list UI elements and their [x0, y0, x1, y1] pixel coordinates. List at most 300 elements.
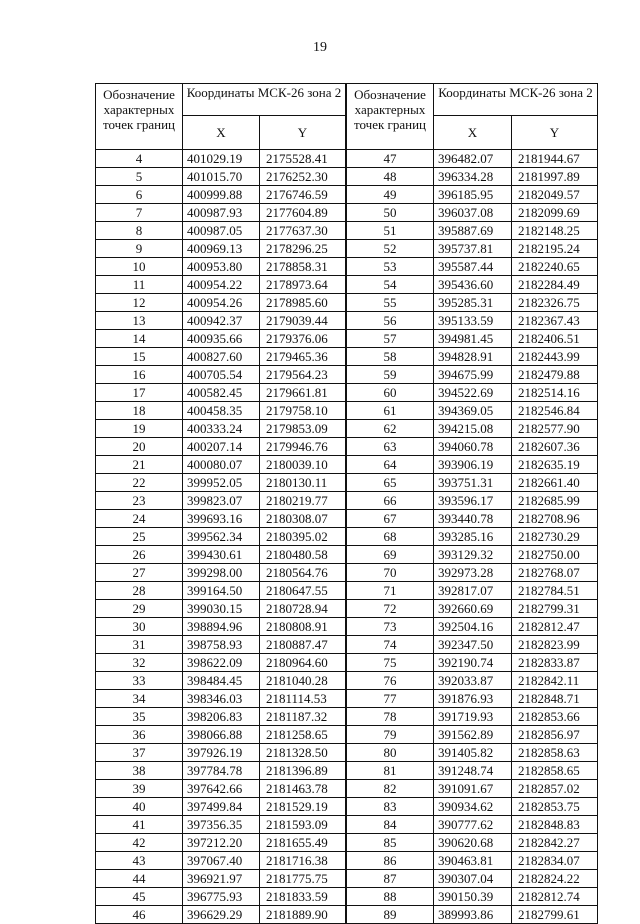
x-coordinate-cell: 389993.86: [434, 906, 512, 924]
x-coordinate-cell: 398758.93: [183, 636, 260, 654]
y-column-header: Y: [512, 116, 598, 150]
x-coordinate-cell: 391719.93: [434, 708, 512, 726]
y-coordinate-cell: 2181114.53: [260, 690, 346, 708]
table-row: [96, 582, 346, 600]
table-row: [96, 600, 346, 618]
y-coordinate-cell: 2178858.31: [260, 258, 346, 276]
point-number-cell: 41: [96, 816, 183, 834]
point-number-cell: 43: [96, 852, 183, 870]
point-number-cell: 11: [96, 276, 183, 294]
table-row: [96, 870, 346, 888]
x-coordinate-cell: 390620.68: [434, 834, 512, 852]
point-number-cell: 51: [347, 222, 434, 240]
x-coordinate-cell: 398346.03: [183, 690, 260, 708]
y-coordinate-cell: 2182856.97: [512, 726, 598, 744]
x-coordinate-cell: 391091.67: [434, 780, 512, 798]
table-row: [347, 618, 598, 636]
point-number-cell: 31: [96, 636, 183, 654]
x-coordinate-cell: 400207.14: [183, 438, 260, 456]
table-row: [96, 222, 346, 240]
table-row: [347, 528, 598, 546]
table-row: [347, 564, 598, 582]
table-row: [96, 546, 346, 564]
y-coordinate-cell: 2182479.88: [512, 366, 598, 384]
table-row: [347, 726, 598, 744]
x-coordinate-cell: 398206.83: [183, 708, 260, 726]
x-coordinate-cell: 395133.59: [434, 312, 512, 330]
y-coordinate-cell: 2181396.89: [260, 762, 346, 780]
y-coordinate-cell: 2182812.47: [512, 618, 598, 636]
table-row: [347, 240, 598, 258]
x-coordinate-cell: 398894.96: [183, 618, 260, 636]
table-row: [347, 834, 598, 852]
table-row: [347, 438, 598, 456]
table-row: [96, 654, 346, 672]
y-coordinate-cell: 2179946.76: [260, 438, 346, 456]
y-coordinate-cell: 2180808.91: [260, 618, 346, 636]
y-coordinate-cell: 2182049.57: [512, 186, 598, 204]
x-coordinate-cell: 399952.05: [183, 474, 260, 492]
point-number-cell: 55: [347, 294, 434, 312]
point-designation-header: Обозначение характерных точек границ: [96, 84, 183, 150]
y-coordinate-cell: 2179758.10: [260, 402, 346, 420]
point-number-cell: 6: [96, 186, 183, 204]
point-number-cell: 26: [96, 546, 183, 564]
y-coordinate-cell: 2182546.84: [512, 402, 598, 420]
table-row: [347, 474, 598, 492]
x-coordinate-cell: 392190.74: [434, 654, 512, 672]
x-coordinate-cell: 394675.99: [434, 366, 512, 384]
table-row: [347, 654, 598, 672]
point-number-cell: 53: [347, 258, 434, 276]
y-coordinate-cell: 2177637.30: [260, 222, 346, 240]
table-row: [347, 546, 598, 564]
point-number-cell: 42: [96, 834, 183, 852]
y-coordinate-cell: 2182768.07: [512, 564, 598, 582]
table-row: [96, 564, 346, 582]
table-row: [347, 204, 598, 222]
point-number-cell: 49: [347, 186, 434, 204]
y-coordinate-cell: 2182784.51: [512, 582, 598, 600]
table-row: [347, 420, 598, 438]
point-number-cell: 77: [347, 690, 434, 708]
y-coordinate-cell: 2180964.60: [260, 654, 346, 672]
point-number-cell: 14: [96, 330, 183, 348]
point-number-cell: 89: [347, 906, 434, 924]
point-number-cell: 5: [96, 168, 183, 186]
point-number-cell: 82: [347, 780, 434, 798]
x-coordinate-cell: 399693.16: [183, 510, 260, 528]
table-row: [96, 672, 346, 690]
y-coordinate-cell: 2176252.30: [260, 168, 346, 186]
point-number-cell: 69: [347, 546, 434, 564]
coordinate-system-header: Координаты МСК-26 зона 2: [434, 84, 598, 116]
x-coordinate-cell: 400954.22: [183, 276, 260, 294]
x-coordinate-cell: 393440.78: [434, 510, 512, 528]
y-coordinate-cell: 2182853.66: [512, 708, 598, 726]
table-row: [347, 690, 598, 708]
x-coordinate-cell: 397212.20: [183, 834, 260, 852]
y-coordinate-cell: 2182853.75: [512, 798, 598, 816]
point-number-cell: 79: [347, 726, 434, 744]
point-number-cell: 84: [347, 816, 434, 834]
point-number-cell: 17: [96, 384, 183, 402]
y-coordinate-cell: 2179039.44: [260, 312, 346, 330]
table-row: [96, 816, 346, 834]
x-coordinate-cell: 399030.15: [183, 600, 260, 618]
y-coordinate-cell: 2182284.49: [512, 276, 598, 294]
y-coordinate-cell: 2182750.00: [512, 546, 598, 564]
x-coordinate-cell: 400953.80: [183, 258, 260, 276]
y-coordinate-cell: 2182842.11: [512, 672, 598, 690]
table-row: [96, 366, 346, 384]
point-number-cell: 59: [347, 366, 434, 384]
y-coordinate-cell: 2182367.43: [512, 312, 598, 330]
y-coordinate-cell: 2175528.41: [260, 150, 346, 168]
x-coordinate-cell: 396482.07: [434, 150, 512, 168]
table-row: [96, 186, 346, 204]
table-row: [347, 348, 598, 366]
table-row: [347, 798, 598, 816]
x-coordinate-cell: 390150.39: [434, 888, 512, 906]
point-number-cell: 87: [347, 870, 434, 888]
y-coordinate-cell: 2182857.02: [512, 780, 598, 798]
table-row: [96, 708, 346, 726]
x-coordinate-cell: 400935.66: [183, 330, 260, 348]
point-number-cell: 9: [96, 240, 183, 258]
y-coordinate-cell: 2182730.29: [512, 528, 598, 546]
point-number-cell: 71: [347, 582, 434, 600]
table-row: [347, 762, 598, 780]
table-row: [347, 870, 598, 888]
point-number-cell: 12: [96, 294, 183, 312]
y-coordinate-cell: 2179376.06: [260, 330, 346, 348]
x-coordinate-cell: 400969.13: [183, 240, 260, 258]
y-coordinate-cell: 2182406.51: [512, 330, 598, 348]
x-coordinate-cell: 400333.24: [183, 420, 260, 438]
x-coordinate-cell: 391248.74: [434, 762, 512, 780]
x-coordinate-cell: 396037.08: [434, 204, 512, 222]
table-row: [347, 780, 598, 798]
x-coordinate-cell: 396185.95: [434, 186, 512, 204]
table-row: [96, 384, 346, 402]
point-number-cell: 39: [96, 780, 183, 798]
point-number-cell: 22: [96, 474, 183, 492]
point-number-cell: 46: [96, 906, 183, 924]
point-number-cell: 50: [347, 204, 434, 222]
point-number-cell: 68: [347, 528, 434, 546]
point-number-cell: 20: [96, 438, 183, 456]
coordinates-table-right: [346, 83, 598, 924]
table-row: [96, 348, 346, 366]
x-coordinate-cell: 401029.19: [183, 150, 260, 168]
point-number-cell: 74: [347, 636, 434, 654]
x-coordinate-cell: 400954.26: [183, 294, 260, 312]
point-number-cell: 8: [96, 222, 183, 240]
x-coordinate-cell: 390307.04: [434, 870, 512, 888]
x-coordinate-cell: 392660.69: [434, 600, 512, 618]
point-number-cell: 83: [347, 798, 434, 816]
point-number-cell: 16: [96, 366, 183, 384]
x-coordinate-cell: 392817.07: [434, 582, 512, 600]
y-coordinate-cell: 2181716.38: [260, 852, 346, 870]
x-coordinate-cell: 390777.62: [434, 816, 512, 834]
x-coordinate-cell: 394828.91: [434, 348, 512, 366]
x-coordinate-cell: 391562.89: [434, 726, 512, 744]
point-number-cell: 63: [347, 438, 434, 456]
x-coordinate-cell: 396921.97: [183, 870, 260, 888]
x-coordinate-cell: 393285.16: [434, 528, 512, 546]
table-row: [347, 672, 598, 690]
page-number: 19: [313, 40, 327, 55]
table-row: [347, 168, 598, 186]
point-number-cell: 52: [347, 240, 434, 258]
point-number-cell: 15: [96, 348, 183, 366]
point-number-cell: 81: [347, 762, 434, 780]
y-coordinate-cell: 2182858.65: [512, 762, 598, 780]
point-number-cell: 30: [96, 618, 183, 636]
y-coordinate-cell: 2182834.07: [512, 852, 598, 870]
x-coordinate-cell: 400987.05: [183, 222, 260, 240]
table-row: [347, 636, 598, 654]
point-number-cell: 34: [96, 690, 183, 708]
left-table-body: [96, 150, 346, 924]
x-coordinate-cell: 391876.93: [434, 690, 512, 708]
x-coordinate-cell: 391405.82: [434, 744, 512, 762]
point-number-cell: 38: [96, 762, 183, 780]
y-coordinate-cell: 2182443.99: [512, 348, 598, 366]
y-coordinate-cell: 2179564.23: [260, 366, 346, 384]
x-coordinate-cell: 398622.09: [183, 654, 260, 672]
point-number-cell: 85: [347, 834, 434, 852]
table-row: [96, 906, 346, 924]
table-row: [96, 798, 346, 816]
point-number-cell: 76: [347, 672, 434, 690]
x-coordinate-cell: 399298.00: [183, 564, 260, 582]
table-row: [347, 312, 598, 330]
x-coordinate-cell: 400827.60: [183, 348, 260, 366]
y-coordinate-cell: 2181529.19: [260, 798, 346, 816]
x-coordinate-cell: 394215.08: [434, 420, 512, 438]
point-number-cell: 75: [347, 654, 434, 672]
point-number-cell: 57: [347, 330, 434, 348]
point-number-cell: 48: [347, 168, 434, 186]
x-coordinate-cell: 398484.45: [183, 672, 260, 690]
y-coordinate-cell: 2182848.71: [512, 690, 598, 708]
x-coordinate-cell: 400942.37: [183, 312, 260, 330]
table-row: [347, 402, 598, 420]
table-row: [96, 420, 346, 438]
y-coordinate-cell: 2178296.25: [260, 240, 346, 258]
table-row: [96, 276, 346, 294]
y-coordinate-cell: 2182635.19: [512, 456, 598, 474]
coordinate-system-header: Координаты МСК-26 зона 2: [183, 84, 346, 116]
point-number-cell: 40: [96, 798, 183, 816]
point-number-cell: 65: [347, 474, 434, 492]
y-coordinate-cell: 2180219.77: [260, 492, 346, 510]
table-row: [347, 258, 598, 276]
y-coordinate-cell: 2182661.40: [512, 474, 598, 492]
table-row: [347, 456, 598, 474]
table-row: [347, 222, 598, 240]
table-row: [347, 294, 598, 312]
y-coordinate-cell: 2182858.63: [512, 744, 598, 762]
point-number-cell: 33: [96, 672, 183, 690]
x-coordinate-cell: 392504.16: [434, 618, 512, 636]
table-row: [96, 528, 346, 546]
point-number-cell: 86: [347, 852, 434, 870]
point-number-cell: 61: [347, 402, 434, 420]
x-coordinate-cell: 393906.19: [434, 456, 512, 474]
x-coordinate-cell: 399823.07: [183, 492, 260, 510]
x-coordinate-cell: 397926.19: [183, 744, 260, 762]
y-coordinate-cell: 2182708.96: [512, 510, 598, 528]
y-coordinate-cell: 2181040.28: [260, 672, 346, 690]
y-coordinate-cell: 2181463.78: [260, 780, 346, 798]
x-coordinate-cell: 394060.78: [434, 438, 512, 456]
x-coordinate-cell: 395587.44: [434, 258, 512, 276]
y-coordinate-cell: 2181328.50: [260, 744, 346, 762]
table-row: [347, 384, 598, 402]
x-coordinate-cell: 400080.07: [183, 456, 260, 474]
point-number-cell: 4: [96, 150, 183, 168]
table-row: [96, 690, 346, 708]
y-coordinate-cell: 2182240.65: [512, 258, 598, 276]
point-number-cell: 32: [96, 654, 183, 672]
point-number-cell: 23: [96, 492, 183, 510]
table-row: [347, 150, 598, 168]
y-coordinate-cell: 2180130.11: [260, 474, 346, 492]
point-number-cell: 37: [96, 744, 183, 762]
x-coordinate-cell: 395737.81: [434, 240, 512, 258]
point-number-cell: 88: [347, 888, 434, 906]
table-row: [96, 492, 346, 510]
x-coordinate-cell: 393129.32: [434, 546, 512, 564]
point-number-cell: 64: [347, 456, 434, 474]
right-table-body: [347, 150, 598, 924]
table-row: [96, 474, 346, 492]
y-coordinate-cell: 2180039.10: [260, 456, 346, 474]
x-coordinate-cell: 397499.84: [183, 798, 260, 816]
point-designation-header: Обозначение характерных точек границ: [347, 84, 434, 150]
y-coordinate-cell: 2182685.99: [512, 492, 598, 510]
y-coordinate-cell: 2182099.69: [512, 204, 598, 222]
table-row: [96, 438, 346, 456]
y-coordinate-cell: 2180308.07: [260, 510, 346, 528]
x-coordinate-cell: 400582.45: [183, 384, 260, 402]
y-coordinate-cell: 2181833.59: [260, 888, 346, 906]
table-row: [347, 510, 598, 528]
table-row: [347, 816, 598, 834]
y-coordinate-cell: 2179853.09: [260, 420, 346, 438]
table-row: [347, 582, 598, 600]
table-row: [96, 888, 346, 906]
x-coordinate-cell: 395285.31: [434, 294, 512, 312]
x-coordinate-cell: 394369.05: [434, 402, 512, 420]
x-coordinate-cell: 395436.60: [434, 276, 512, 294]
x-coordinate-cell: 390934.62: [434, 798, 512, 816]
table-row: [347, 600, 598, 618]
point-number-cell: 70: [347, 564, 434, 582]
table-row: [96, 726, 346, 744]
point-number-cell: 72: [347, 600, 434, 618]
table-row: [347, 276, 598, 294]
x-coordinate-cell: 399164.50: [183, 582, 260, 600]
point-number-cell: 67: [347, 510, 434, 528]
x-coordinate-cell: 390463.81: [434, 852, 512, 870]
point-number-cell: 62: [347, 420, 434, 438]
table-row: [347, 186, 598, 204]
point-number-cell: 36: [96, 726, 183, 744]
y-coordinate-cell: 2177604.89: [260, 204, 346, 222]
x-coordinate-cell: 392347.50: [434, 636, 512, 654]
table-row: [347, 906, 598, 924]
y-coordinate-cell: 2180647.55: [260, 582, 346, 600]
table-row: [96, 456, 346, 474]
x-coordinate-cell: 400705.54: [183, 366, 260, 384]
x-coordinate-cell: 392973.28: [434, 564, 512, 582]
point-number-cell: 19: [96, 420, 183, 438]
point-number-cell: 28: [96, 582, 183, 600]
y-coordinate-cell: 2180395.02: [260, 528, 346, 546]
table-row: [347, 708, 598, 726]
table-row: [96, 618, 346, 636]
table-row: [96, 852, 346, 870]
table-row: [96, 330, 346, 348]
table-row: [96, 762, 346, 780]
point-number-cell: 7: [96, 204, 183, 222]
y-coordinate-cell: 2182607.36: [512, 438, 598, 456]
x-coordinate-cell: 396334.28: [434, 168, 512, 186]
table-row: [96, 780, 346, 798]
y-coordinate-cell: 2181944.67: [512, 150, 598, 168]
point-number-cell: 24: [96, 510, 183, 528]
table-row: [96, 510, 346, 528]
table-row: [96, 744, 346, 762]
point-number-cell: 73: [347, 618, 434, 636]
y-coordinate-cell: 2182842.27: [512, 834, 598, 852]
coordinates-table-left: [95, 83, 346, 924]
x-coordinate-cell: 400458.35: [183, 402, 260, 420]
y-coordinate-cell: 2180887.47: [260, 636, 346, 654]
y-coordinate-cell: 2180728.94: [260, 600, 346, 618]
point-number-cell: 10: [96, 258, 183, 276]
y-coordinate-cell: 2178985.60: [260, 294, 346, 312]
point-number-cell: 29: [96, 600, 183, 618]
point-number-cell: 27: [96, 564, 183, 582]
y-coordinate-cell: 2181889.90: [260, 906, 346, 924]
y-coordinate-cell: 2179465.36: [260, 348, 346, 366]
point-number-cell: 56: [347, 312, 434, 330]
x-column-header: X: [434, 116, 512, 150]
point-number-cell: 78: [347, 708, 434, 726]
table-row: [347, 744, 598, 762]
x-coordinate-cell: 394522.69: [434, 384, 512, 402]
point-number-cell: 18: [96, 402, 183, 420]
y-coordinate-cell: 2182848.83: [512, 816, 598, 834]
point-number-cell: 54: [347, 276, 434, 294]
x-coordinate-cell: 397784.78: [183, 762, 260, 780]
table-row: [347, 852, 598, 870]
table-row: [96, 240, 346, 258]
point-number-cell: 60: [347, 384, 434, 402]
x-column-header: X: [183, 116, 260, 150]
y-coordinate-cell: 2179661.81: [260, 384, 346, 402]
table-row: [347, 492, 598, 510]
point-number-cell: 21: [96, 456, 183, 474]
point-number-cell: 35: [96, 708, 183, 726]
x-coordinate-cell: 397642.66: [183, 780, 260, 798]
